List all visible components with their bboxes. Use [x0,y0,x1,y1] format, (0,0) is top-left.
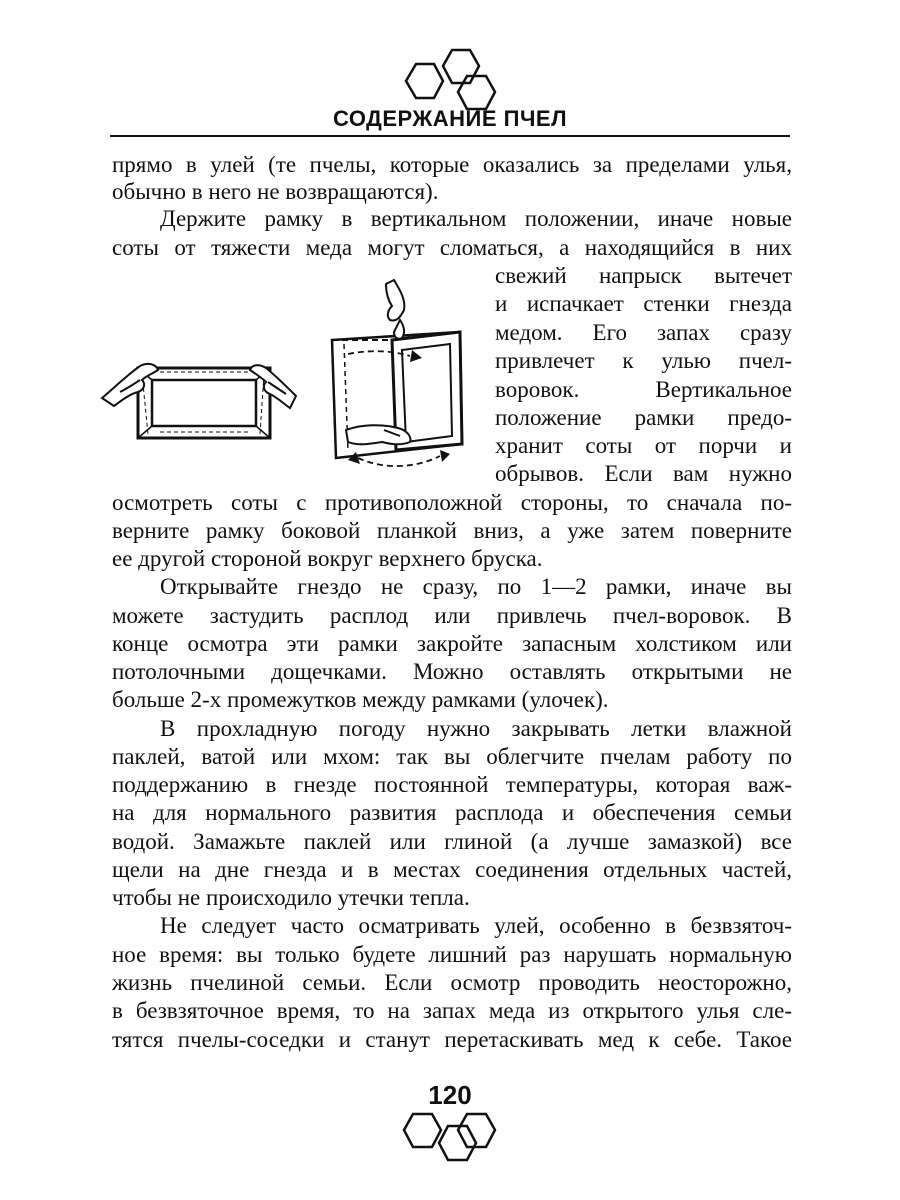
text-line: конце осмотра эти рамки закройте запасным холстиком или [112,631,792,656]
text-line: водой. Замажьте паклей или глиной (а лучше замазкой) все [112,829,792,854]
text-line: в безвзяточное время, то на запах меда из открытого улья сле- [112,998,792,1023]
text-line: хранит соты от порчи и [495,433,792,458]
text-line: Не следует часто осматривать улей, особенно в безвзяточ- [160,913,792,938]
text-line: прямо в улей (те пчелы, которые оказались за пределами улья, [112,152,792,177]
text-line: чтобы не происходило утечки тепла. [112,885,470,910]
honeycomb-ornament-top [0,0,900,110]
text-line: обрывов. Если вам нужно [495,461,792,486]
text-line: поддержанию в гнезде постоянной температуры, которая важ- [112,772,792,797]
text-line: свежий напрыск вытечет [495,263,792,288]
header-rule [110,135,790,137]
horizontal-frame-drawing [138,368,270,438]
text-line: жизнь пчелиной семьи. Если осмотр проводить неосторожно, [112,970,792,995]
text-line: ее другой стороной вокруг верхнего бруска. [112,546,543,571]
bottom-hand-drawing [346,425,410,444]
top-hand-drawing [386,280,404,339]
text-line: потолочными дощечками. Можно оставлять открытыми не [112,659,792,684]
left-hand-drawing [102,364,158,406]
page-number: 120 [428,1080,472,1110]
text-line: привлечет к улью пчел- [495,348,792,373]
frame-handling-illustration [100,280,485,475]
text-line: воровок. Вертикальное [495,377,792,402]
text-line: Держите рамку в вертикальном положении, иначе новые [160,206,792,231]
text-line: медом. Его запах сразу [495,320,792,345]
text-line: больше 2-х промежутков между рамками (улочек). [112,687,609,712]
text-line: верните рамку боковой планкой вниз, а уже затем поверните [112,518,792,543]
text-line: ное время: вы только будете лишний раз нарушать нормальную [112,942,792,967]
honeycomb-ornament-bottom [0,1110,900,1170]
running-header: СОДЕРЖАНИЕ ПЧЕЛ [332,106,568,131]
text-line: соты от тяжести меда могут сломаться, а находящийся в них [112,235,792,260]
text-line: В прохладную погоду нужно закрывать летки влажной [160,716,792,741]
text-line: и испачкает стенки гнезда [495,291,792,316]
text-line: щели на дне гнезда и в местах соединения отдельных частей, [112,857,792,882]
text-line: осмотреть соты с противоположной стороны, то сначала по- [112,490,792,515]
text-line: положение рамки предо- [495,405,792,430]
text-line: можете застудить расплод или привлечь пчел-воровок. В [112,603,792,628]
text-line: обычно в него не возвращаются). [112,179,439,204]
text-line: тятся пчелы-соседки и станут перетаскивать мед к себе. Такое [112,1027,792,1052]
text-line: на для нормального развития расплода и обеспечения семьи [112,800,792,825]
text-line: паклей, ватой или мхом: так вы облегчите пчелам работу по [112,744,792,769]
text-line: Открывайте гнездо не сразу, по 1—2 рамки, иначе вы [160,574,792,599]
